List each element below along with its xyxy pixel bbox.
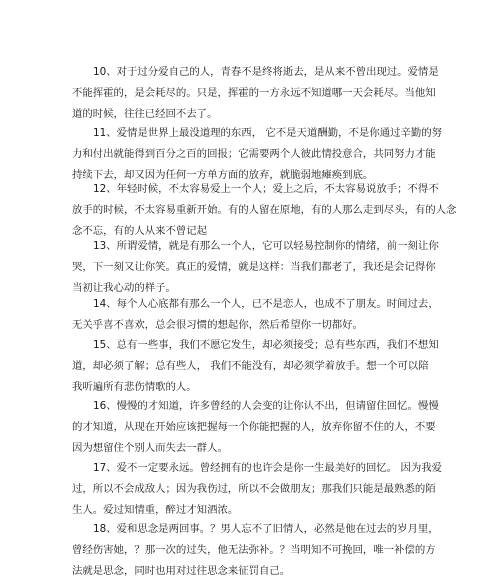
paragraph-13 [72, 236, 440, 299]
paragraph-line: 10、对于过分爱自己的人，青春不是终将逝去，是从来不曾出现过。爱情是 [93, 66, 439, 78]
paragraph-line: 道，却必须了解；总有些人， 我们不能没有，却必须学着放手。想一个可以陪 [72, 360, 429, 372]
paragraph-line: 力和付出就能得到百分之百的回报；它需要两个人彼此情投意合，共同努力才能 [72, 148, 436, 160]
paragraph-line: 12、年轻时候，不太容易爱上一个人；爱上之后，不太容易说放手；不得不 [93, 183, 439, 195]
paragraph-14 [72, 294, 440, 336]
paragraph-line: 16、慢慢的才知道，许多曾经的人会变的让你认不出，但请留住回忆。慢慢 [93, 400, 439, 412]
paragraph-line: 生人。爱过知情重，醉过才知酒浓。 [72, 504, 239, 516]
paragraph-line: 念不忘，有的人从来不曾记起 [72, 225, 208, 237]
paragraph-line: 17、爱不一定要永远。曾经拥有的也许会是你一生最美好的回忆。 因为我爱 [93, 462, 443, 474]
paragraph-line: 过，所以不会成敌人；因为我伤过，所以不会做朋友；那我们只能是最熟悉的陌 [72, 483, 436, 495]
paragraph-11 [72, 123, 443, 186]
paragraph-10 [72, 62, 440, 125]
paragraph-line: 11、爱情是世界上最没道理的东西， 它不是天道酬勤，不是你通过辛勤的努 [93, 127, 443, 139]
paragraph-line: 14、每个人心底都有那么一个人，已不是恋人，也成不了朋友。时间过去， [93, 298, 439, 310]
paragraph-18 [72, 519, 440, 582]
paragraph-line: 我听遍所有悲伤情歌的人。 [72, 381, 197, 393]
paragraph-line: 哭，下一刻又让你笑。真正的爱情，就是这样：当我们都老了，我还是会记得你 [72, 261, 436, 273]
paragraph-line: 道的时候，往往已经回不去了。 [72, 108, 218, 120]
paragraph-line: 持续下去，却又因为任何一方单方面的放弃，就脆弱地瘫痪到底。 [72, 169, 374, 181]
paragraph-line: 18、爱和思念是两回事。？男人忘不了旧情人，必然是他在过去的岁月里， [93, 523, 439, 535]
paragraph-line: 不能挥霍的，是会耗尽的。只是，挥霍的一方永远不知道哪一天会耗尽。当他知 [72, 87, 436, 99]
paragraph-12 [72, 179, 457, 242]
paragraph-line: 因为想留住个别人而失去一群人。 [72, 442, 228, 454]
paragraph-line: 当初让我心动的样子。 [72, 282, 176, 294]
paragraph-line: 放手的时候，不太容易重新开始。有的人留在原地，有的人那么走到尽头，有的人念 [72, 204, 457, 216]
paragraph-line: 13、所谓爱情，就是有那么一个人，它可以轻易控制你的情绪，前一刻让你 [93, 240, 439, 252]
paragraph-line: 的才知道，从现在开始应该把握每一个你能把握的人，放弃你留不住的人，不要 [72, 421, 436, 433]
paragraph-15 [72, 335, 440, 398]
paragraph-16 [72, 396, 440, 459]
paragraph-line: 法就是思念，同时也用对过往思念来征罚自己。 [72, 565, 291, 577]
paragraph-line: 曾经伤害她，？那一次的过失，他无法弥补。？当明知不可挽回，唯一补偿的方 [72, 544, 436, 556]
paragraph-line: 无关乎喜不喜欢，总会很习惯的想起你，然后希望你一切都好。 [72, 319, 363, 331]
paragraph-17 [72, 458, 443, 521]
paragraph-line: 15、总有一些事，我们不愿它发生，却必须接受；总有些东西，我们不想知 [93, 339, 439, 351]
